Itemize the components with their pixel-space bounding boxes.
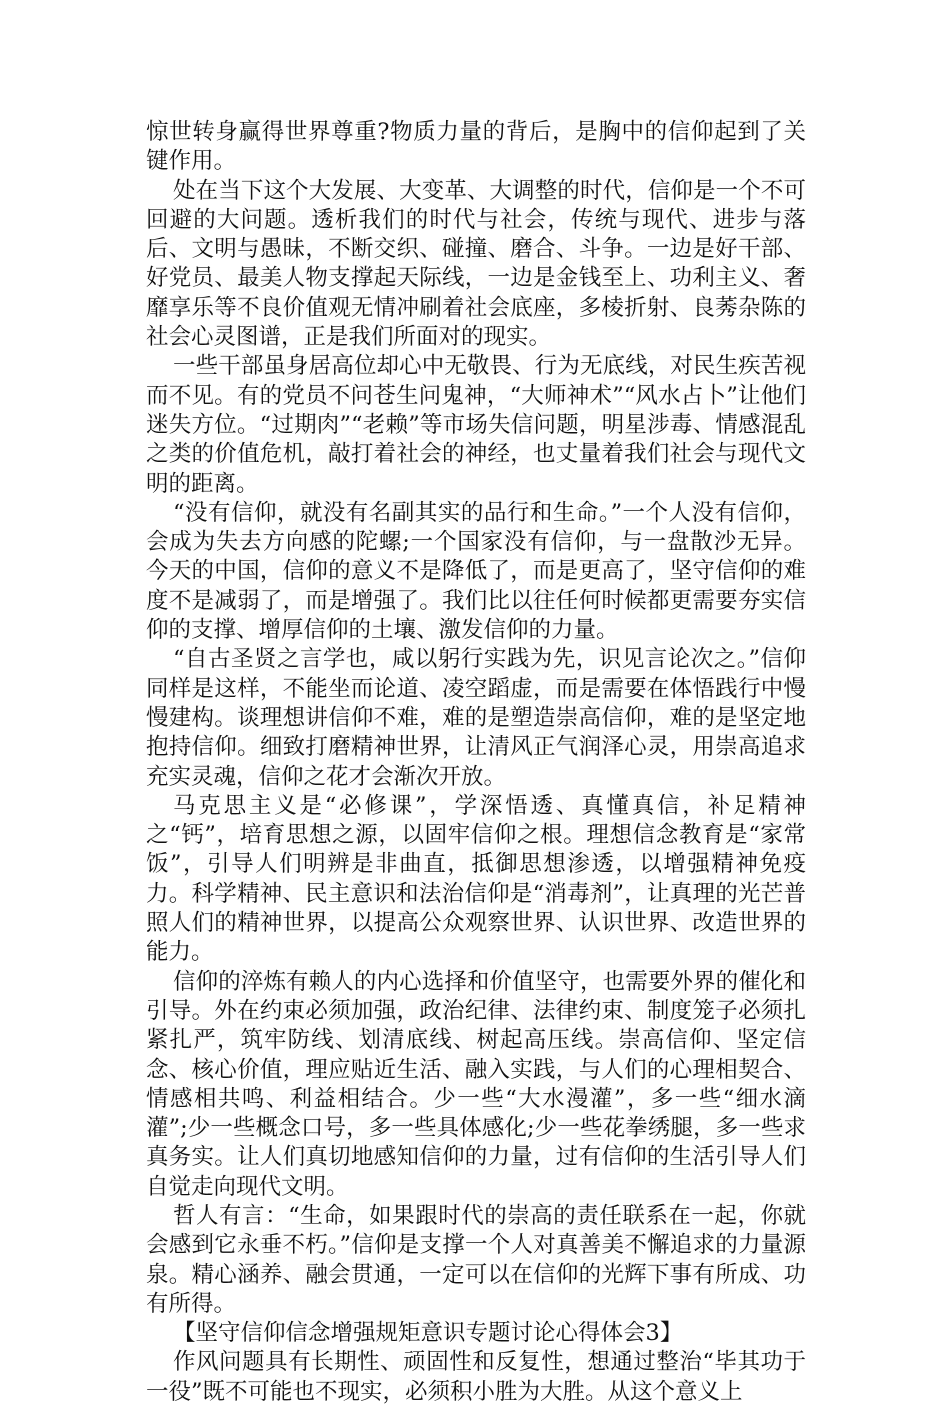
paragraph: 信仰的淬炼有赖人的内心选择和价值坚守，也需要外界的催化和引导。外在约束必须加强，政治纪律、法律约束、制度笼子必须扎紧扎严，筑牢防线、划清底线、树起高压线。崇高信仰、坚定信念、核心价值，理应贴近生活、融入实践，与人们的心理相契合、情感相共鸣、利益相结合。少一些“大水漫灌”，多一些“细水滴灌”;少一些概念口号，多一些具体感化;少一些花拳绣腿，多一些求真务实。让人们真切地感知信仰的力量，过有信仰的生活引导人们自觉走向现代文明。 (146, 968, 806, 1200)
paragraph: 一些干部虽身居高位却心中无敬畏、行为无底线，对民生疾苦视而不见。有的党员不问苍生问鬼神，“大师神术”“风水占卜”让他们迷失方位。“过期肉”“老赖”等市场失信问题，明星涉毒、情感混乱之类的价值危机，敲打着社会的神经，也丈量着我们社会与现代文明的距离。 (146, 353, 806, 497)
paragraph: 处在当下这个大发展、大变革、大调整的时代，信仰是一个不可回避的大问题。透析我们的时代与社会，传统与现代、进步与落后、文明与愚昧，不断交织、碰撞、磨合、斗争。一边是好干部、好党员、最美人物支撑起天际线，一边是金钱至上、功利主义、奢靡享乐等不良价值观无情冲刷着社会底座，多棱折射、良莠杂陈的社会心灵图谱，正是我们所面对的现实。 (146, 177, 806, 351)
document-body (146, 118, 806, 1407)
paragraph: 惊世转身赢得世界尊重?物质力量的背后，是胸中的信仰起到了关键作用。 (146, 119, 806, 175)
paragraph: 马克思主义是“必修课”，学深悟透、真懂真信，补足精神之“钙”，培育思想之源，以固牢信仰之根。理想信念教育是“家常饭”，引导人们明辨是非曲直，抵御思想渗透，以增强精神免疫力。科学精神、民主意识和法治信仰是“消毒剂”，让真理的光芒普照人们的精神世界，以提高公众观察世界、认识世界、改造世界的能力。 (146, 792, 806, 966)
paragraph: 作风问题具有长期性、顽固性和反复性，想通过整治“毕其功于一役”既不可能也不现实，必须积小胜为大胜。从这个意义上 (146, 1349, 806, 1405)
section-heading: 【坚守信仰信念增强规矩意识专题讨论心得体会3】 (173, 1320, 683, 1347)
paragraph: “没有信仰，就没有名副其实的品行和生命。”一个人没有信仰，会成为失去方向感的陀螺;一个国家没有信仰，与一盘散沙无异。今天的中国，信仰的意义不是降低了，而是更高了，坚守信仰的难度不是减弱了，而是增强了。我们比以往任何时候都更需要夯实信仰的支撑、增厚信仰的土壤、激发信仰的力量。 (146, 499, 806, 644)
paragraph: 哲人有言：“生命，如果跟时代的崇高的责任联系在一起，你就会感到它永垂不朽。”信仰是支撑一个人对真善美不懈追求的力量源泉。精心涵养、融会贯通，一定可以在信仰的光辉下事有所成、功有所得。 (146, 1202, 806, 1317)
paragraph: “自古圣贤之言学也，咸以躬行实践为先，识见言论次之。”信仰同样是这样，不能坐而论道、凌空蹈虚，而是需要在体悟践行中慢慢建构。谈理想讲信仰不难，难的是塑造崇高信仰，难的是坚定地抱持信仰。细致打磨精神世界，让清风正气润泽心灵，用崇高追求充实灵魂，信仰之花才会渐次开放。 (146, 646, 806, 790)
